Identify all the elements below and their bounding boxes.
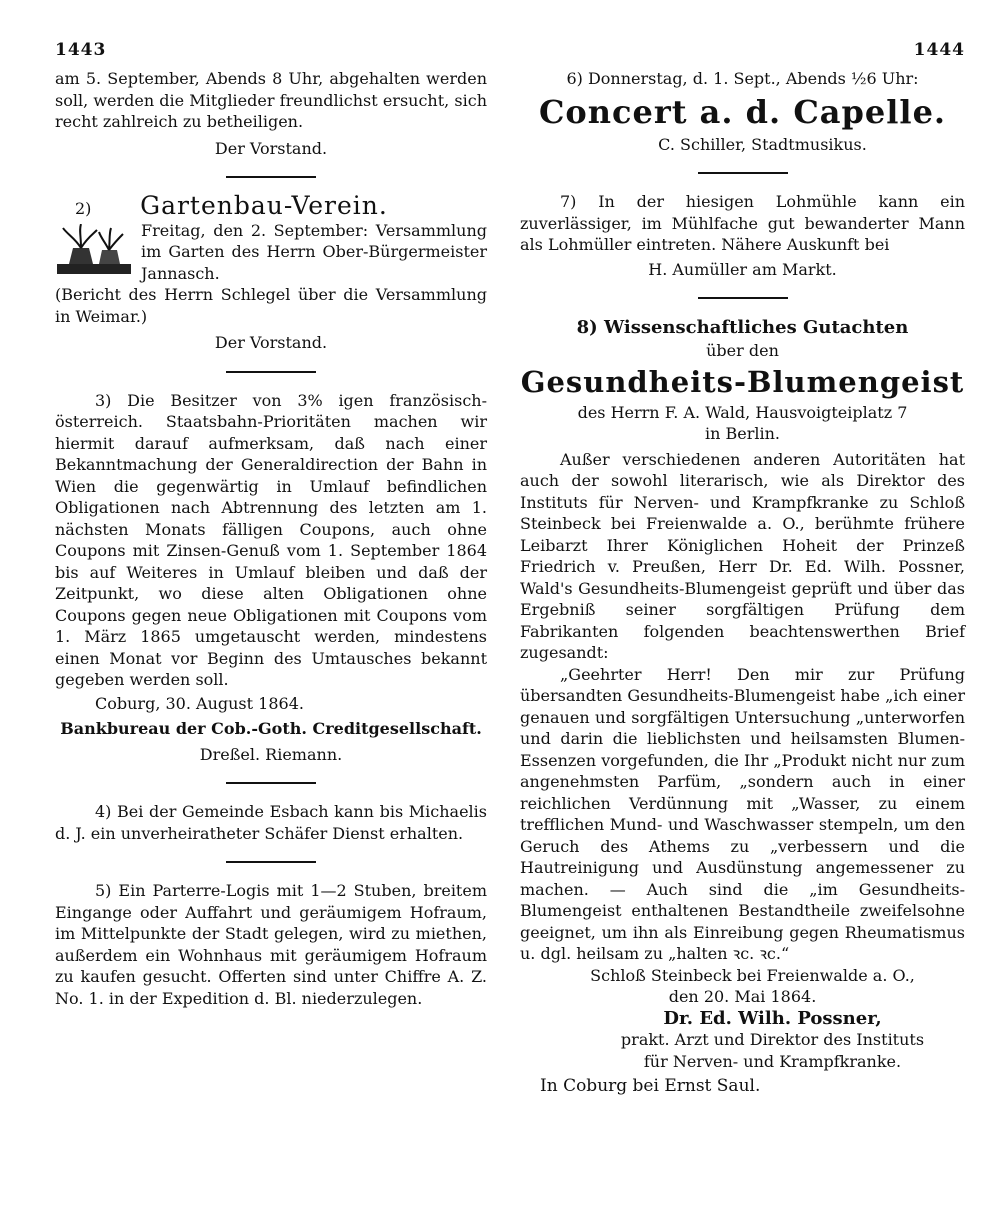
right-column — [520, 40, 965, 1098]
divider — [698, 297, 788, 299]
section-1-signature: Der Vorstand. — [214, 138, 328, 158]
section-6-line: 6) Donnerstag, d. 1. Sept., Abends ½6 Uhr: — [566, 69, 919, 88]
section-8-heading: 8) Wissenschaftliches Gutachten — [576, 317, 909, 338]
section-2 — [55, 191, 487, 354]
section-6-signature: C. Schiller, Stadtmusikus. — [658, 134, 867, 154]
divider — [226, 176, 316, 178]
section-3-names: Dreßel. Riemann. — [199, 744, 343, 764]
section-8-letter: „Geehrter Herr! Den mir zur Prüfung übersandten Gesundheits-Blumengeist habe „ich einer genauen und sorgfältigen Untersuchung „unterworfen und darin die lieblichsten und heilsamsten Blumen-Essenzen vorgefunden, die Ihr „Produkt nicht nur zum angenehmsten Parfüm, „sondern auch in einer reichlichen Verdünnung mit „Wasser, zu einem trefflichen Mund- und Waschwasser stempeln, um den Geruch des Athems zu „verbessern und die Hautreinigung und Ausdünstung angemessener zu machen. — Auch sind die „im Gesundheits-Blumengeist enthaltenen Bestandtheile zweifelsohne geeignet, um ihn als Einreibung gegen Rheumatismus u. dgl. heilsam zu „halten ꝛc. ꝛc.“ — [520, 664, 965, 963]
section-5-text: 5) Ein Parterre-Logis mit 1—2 Stuben, breitem Eingange oder Auffahrt und geräumigem Hofraum, im Mittelpunkte der Stadt gelegen, wird zu miethen, außerdem ein Wohnhaus mit geräumigem Hofraum zu kaufen gesucht. Offerten sind unter Chiffre A. Z. No. 1. in der Expedition d. Bl. niederzulegen. — [55, 881, 487, 1008]
section-2-signature: Der Vorstand. — [214, 333, 328, 352]
section-8-date: den 20. Mai 1864. — [668, 987, 817, 1006]
section-8-place: Schloß Steinbeck bei Freienwalde a. O., — [590, 965, 915, 985]
divider — [698, 172, 788, 174]
section-8-role-1: prakt. Arzt und Direktor des Instituts — [620, 1030, 925, 1049]
divider — [226, 371, 316, 373]
section-2-text-a: Freitag, den 2. September: Versammlung im Garten des Herrn Ober-Bürgermeister Jannasch. — [141, 220, 487, 283]
garden-pots-image — [55, 224, 133, 276]
section-3-organisation: Bankbureau der Cob.-Goth. Creditgesellschaft. — [60, 719, 482, 738]
section-3-date: Coburg, 30. August 1864. — [95, 693, 304, 713]
section-2-number: 2) — [75, 199, 92, 218]
divider — [226, 861, 316, 863]
section-7-signature: H. Aumüller am Markt. — [648, 259, 837, 279]
section-4-text: 4) Bei der Gemeinde Esbach kann bis Michaelis d. J. ein unverheiratheter Schäfer Dienst erhalten. — [55, 802, 487, 843]
section-2-title: Gartenbau-Verein. — [140, 191, 388, 220]
section-8-vendor: In Coburg bei Ernst Saul. — [540, 1076, 761, 1096]
page-number-right: 1444 — [913, 40, 965, 60]
section-8-paragraph-1: Außer verschiedenen anderen Autoritäten hat auch der sowohl literarisch, wie als Direktor des Instituts für Nerven- und Krampfkranke zu Schloß Steinbeck bei Freienwalde a. O., berühmte frühere Leibarzt Ihrer Königlichen Hoheit der Prinzeß Friedrich v. Preußen, Herr Dr. Ed. Wilh. Possner, Wald's Gesundheits-Blumengeist geprüft und über das Ergebniß seiner sorgfältigen Prüfung dem Fabrikanten folgenden beachtenswerthen Brief zugesandt: — [520, 449, 965, 662]
section-1-text: am 5. September, Abends 8 Uhr, abgehalten werden soll, werden die Mitglieder freundlichst ersucht, sich recht zahlreich zu betheiligen. — [55, 69, 487, 131]
section-2-text-b: (Bericht des Herrn Schlegel über die Versammlung in Weimar.) — [55, 285, 487, 326]
page-number-left: 1443 — [55, 40, 107, 60]
section-3-text: 3) Die Besitzer von 3% igen französisch-österreich. Staatsbahn-Prioritäten machen wir hiermit darauf aufmerksam, daß nach einer Bekanntmachung der Generaldirection der Bahn in Wien die gegenwärtig in Umlauf befindlichen Obligationen nach Abtrennung des letzten am 1. nächsten Monats fälligen Coupons, auch ohne Coupons mit Zinsen-Genuß vom 1. September 1864 bis auf Weiteres in Umlauf bleiben und daß der Zeitpunkt, wo diese alten Obligationen ohne Coupons gegen neue Obligationen mit Coupons vom 1. März 1865 umgetauscht werden, mindestens einen Monat vor Beginn des Umtausches bekannt gegeben werden soll. — [55, 390, 487, 689]
divider — [226, 782, 316, 784]
section-8-city: in Berlin. — [704, 424, 780, 443]
section-8-role-2: für Nerven- und Krampfkranke. — [643, 1051, 902, 1071]
section-8-doctor: Dr. Ed. Wilh. Possner, — [663, 1007, 882, 1029]
section-8-vendor-address: des Herrn F. A. Wald, Hausvoigteiplatz 7 — [577, 402, 908, 422]
section-6-title: Concert a. d. Capelle. — [538, 92, 947, 131]
section-8-subheading: über den — [706, 341, 779, 360]
section-8-product-title: Gesundheits-Blumengeist — [520, 364, 965, 399]
section-7-text: 7) In der hiesigen Lohmühle kann ein zuverlässiger, im Mühlfache gut bewanderter Mann als Lohmüller eintreten. Nähere Auskunft bei — [520, 192, 965, 254]
left-column — [55, 40, 487, 1009]
